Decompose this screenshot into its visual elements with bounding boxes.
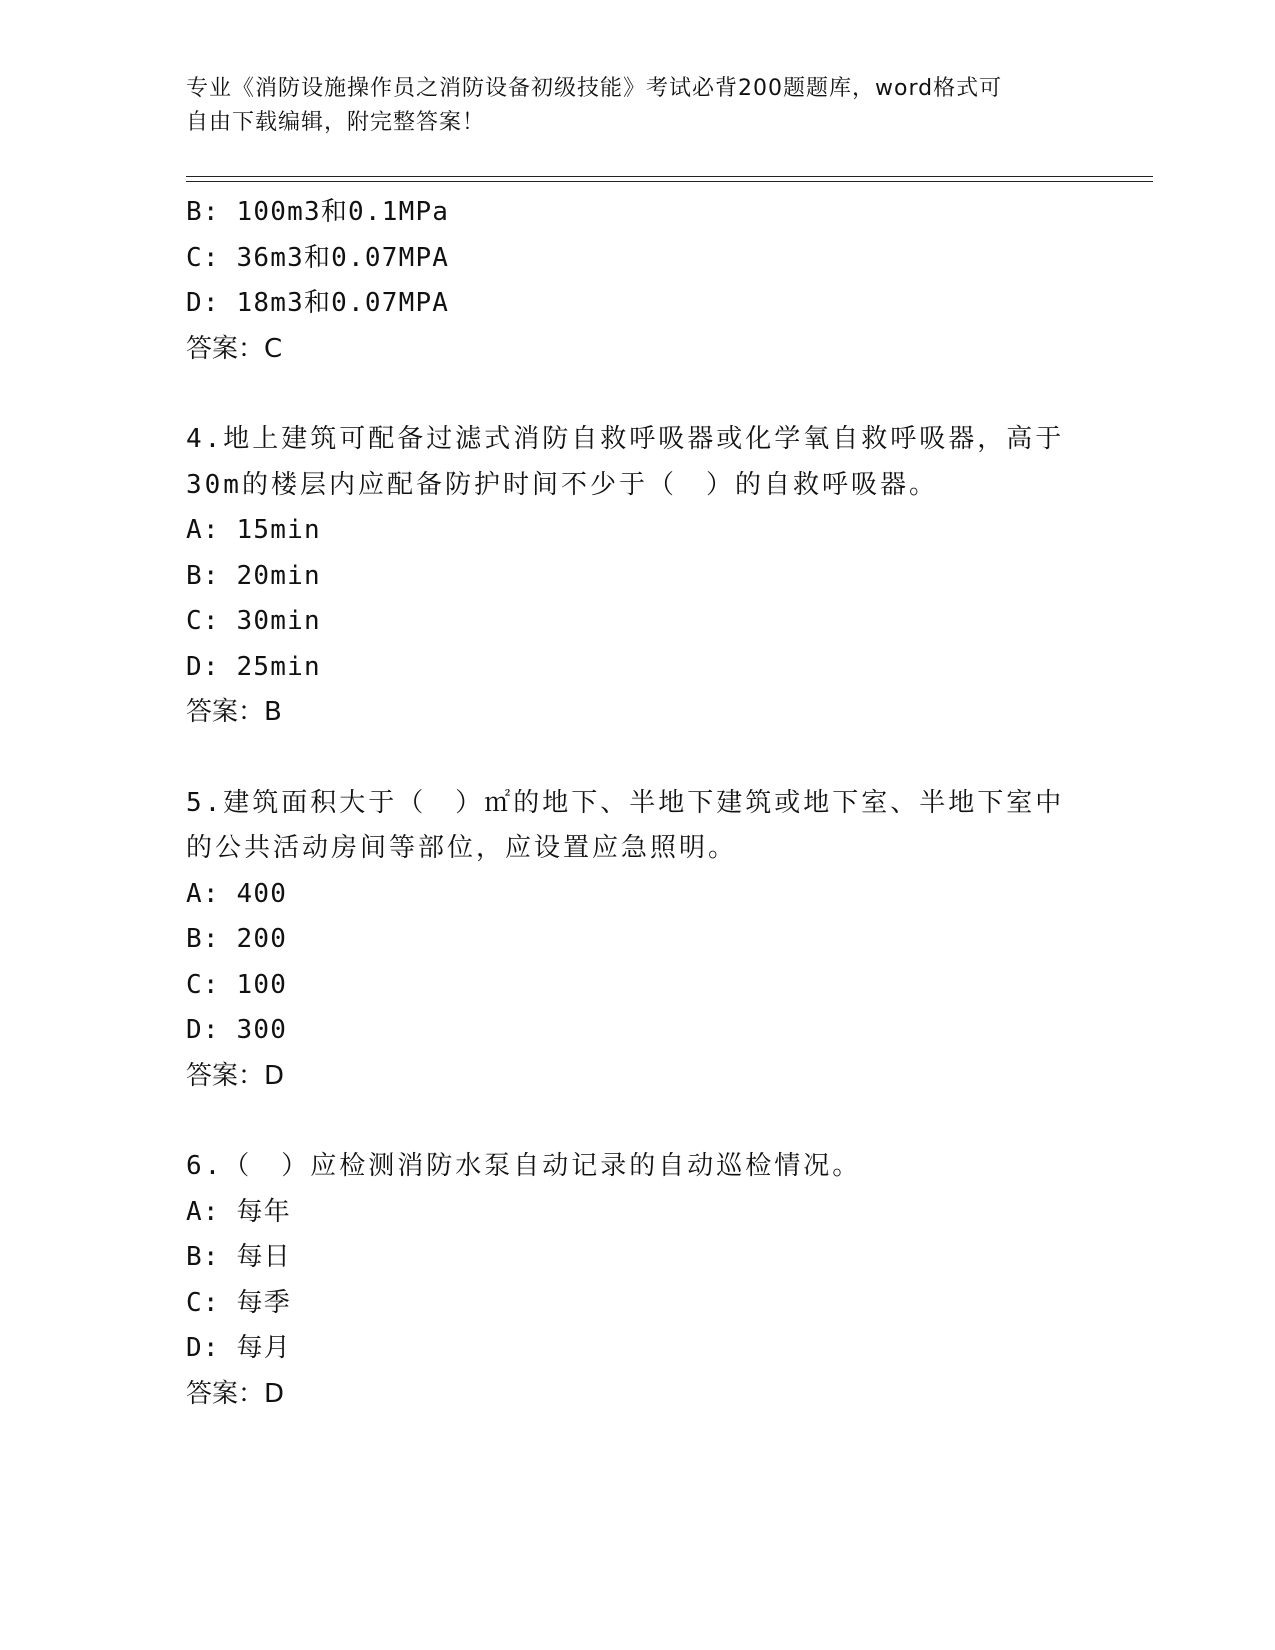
answer: 答案：D [186,1378,285,1409]
option-b: B: 100m3和0.1MPa [186,197,450,227]
option-a: A: 15min [186,515,321,545]
option-b: B: 20min [186,560,321,591]
option-c: C: 每季 [186,1287,291,1318]
option-c: C: 36m3和0.07MPA [186,242,450,273]
option-a: A: 400 [186,878,288,909]
header-divider [186,176,1153,182]
option-d: D: 25min [186,651,321,682]
option-c: C: 30min [186,606,321,636]
option-d: D: 300 [186,1015,288,1045]
document-header [186,72,1066,140]
question-4 [186,417,1066,736]
answer: 答案：B [186,697,282,727]
option-b: B: 200 [186,924,288,954]
option-d: D: 每月 [186,1333,291,1363]
question-list [186,190,1066,1417]
option-d: D: 18m3和0.07MPA [186,288,450,318]
answer: 答案：C [186,333,283,364]
question-text: 的公共活动房间等部位，应设置应急照明。 [186,833,738,863]
option-a: A: 每年 [186,1196,291,1227]
header-title-line2: 自由下载编辑，附完整答案！ [186,110,486,135]
question-6 [186,1144,1066,1417]
option-c: C: 100 [186,969,288,1000]
answer: 答案：D [186,1060,285,1091]
question-text: 4.地上建筑可配备过滤式消防自救呼吸器或化学氧自救呼吸器，高于 [186,424,1065,454]
question-5 [186,781,1066,1100]
question-text: 5.建筑面积大于（ ）㎡的地下、半地下建筑或地下室、半地下室中 [186,787,1065,818]
question-text: 6.（ ）应检测消防水泵自动记录的自动巡检情况。 [186,1151,862,1181]
option-b: B: 每日 [186,1242,291,1272]
question-text: 30m的楼层内应配备防护时间不少于（ ）的自救呼吸器。 [186,469,938,500]
header-title-line1: 专业《消防设施操作员之消防设备初级技能》考试必背200题题库，word格式可 [186,76,1003,101]
question-3 [186,190,1066,372]
